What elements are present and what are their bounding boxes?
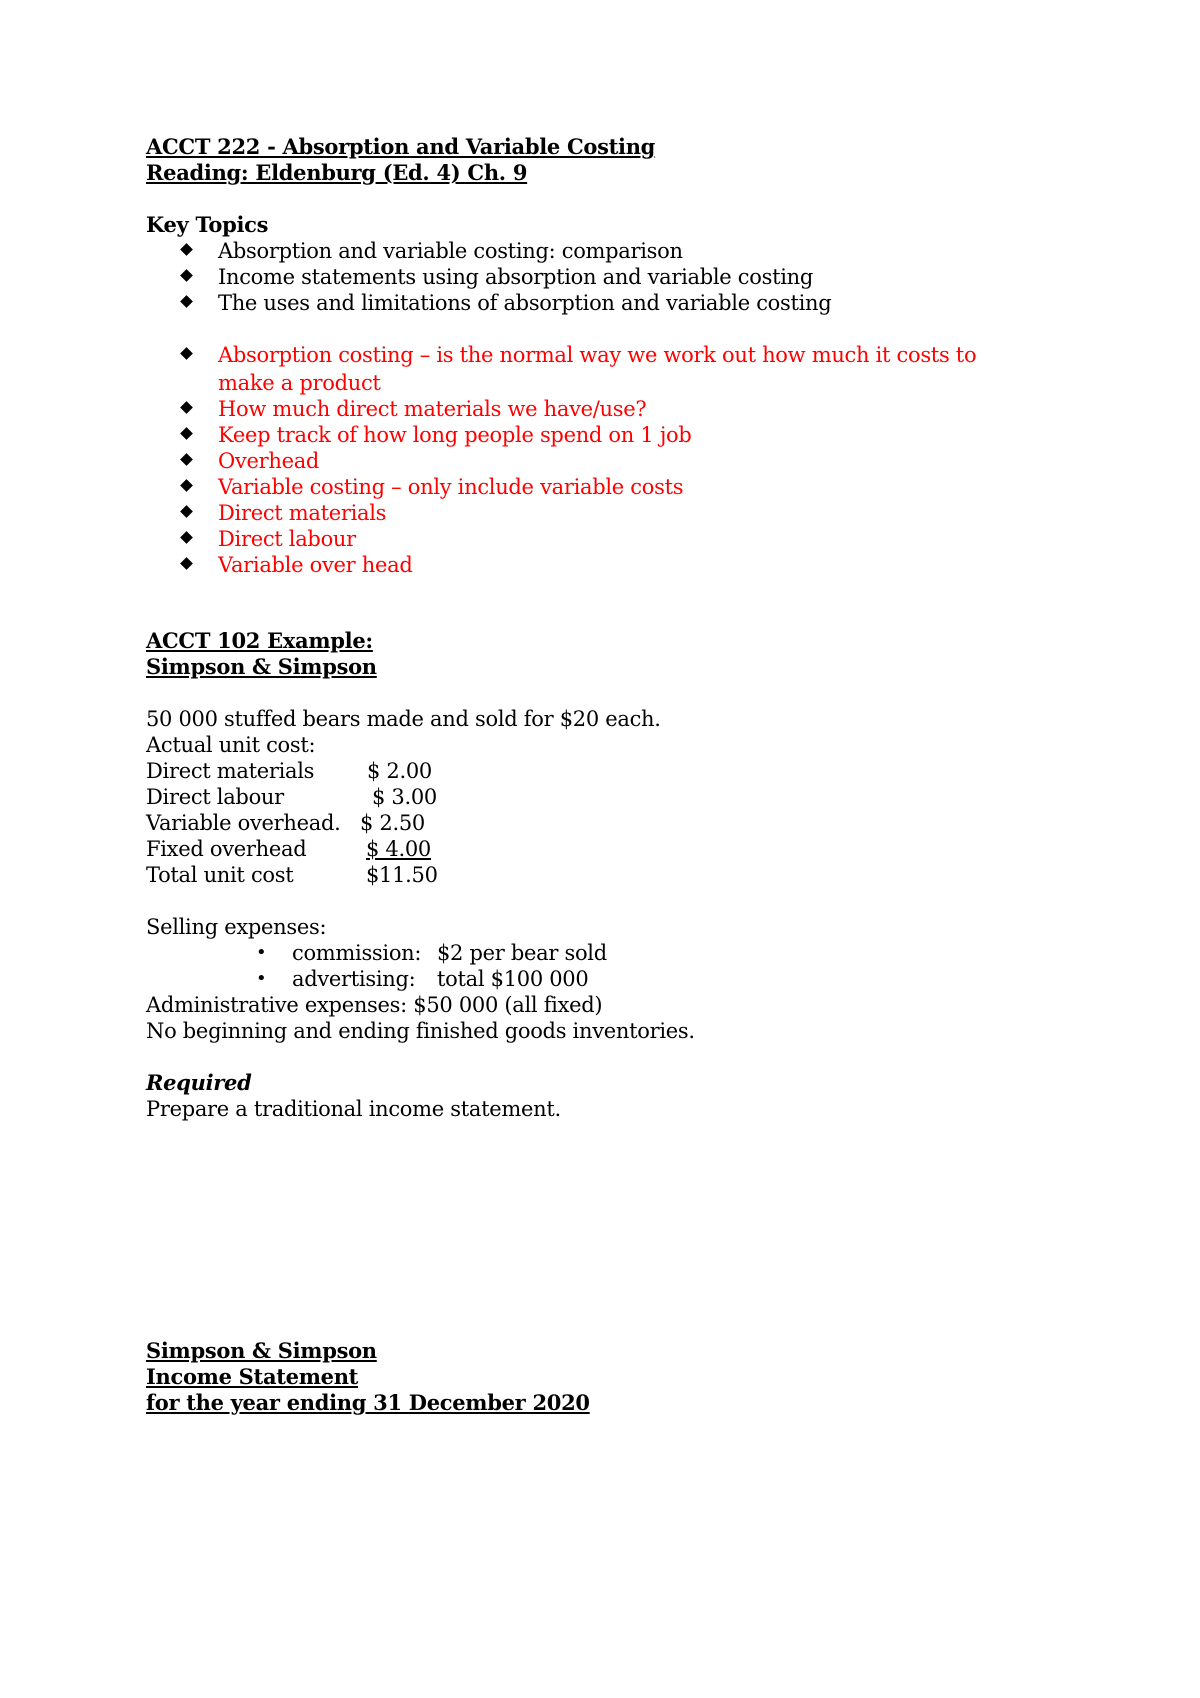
diamond-bullet-icon bbox=[180, 401, 193, 414]
document-page bbox=[146, 0, 1106, 1698]
unit-cost-row: Direct labour $ 3.00 bbox=[146, 785, 437, 809]
diamond-bullet-icon bbox=[180, 427, 193, 440]
diamond-bullet-icon bbox=[180, 295, 193, 308]
required-heading: Required bbox=[146, 1070, 252, 1095]
admin-expenses: Administrative expenses: $50 000 (all fixed) bbox=[146, 993, 603, 1017]
statement-title: Income Statement bbox=[146, 1364, 359, 1389]
unit-cost-heading: Actual unit cost: bbox=[146, 733, 316, 757]
unit-cost-row: Variable overhead. $ 2.50 bbox=[146, 811, 425, 835]
topic-item: The uses and limitations of absorption and variable costing bbox=[182, 289, 1082, 317]
example-company: Simpson & Simpson bbox=[146, 654, 377, 679]
selling-expense-item: • commission: $2 per bear sold bbox=[256, 941, 607, 965]
selling-expense-item: • advertising: total $100 000 bbox=[256, 967, 589, 991]
required-text: Prepare a traditional income statement. bbox=[146, 1097, 561, 1121]
diamond-bullet-icon bbox=[180, 347, 193, 360]
document-title: ACCT 222 - Absorption and Variable Costing bbox=[146, 134, 656, 159]
statement-company: Simpson & Simpson bbox=[146, 1338, 377, 1363]
statement-period: for the year ending 31 December 2020 bbox=[146, 1390, 590, 1415]
diamond-bullet-icon bbox=[180, 505, 193, 518]
note-item: How much direct materials we have/use? bbox=[182, 395, 1082, 423]
note-item: Keep track of how long people spend on 1 job bbox=[182, 421, 1082, 449]
example-intro: 50 000 stuffed bears made and sold for $20 each. bbox=[146, 707, 661, 731]
diamond-bullet-icon bbox=[180, 479, 193, 492]
note-item: Absorption costing – is the normal way we work out how much it costs to make a product bbox=[182, 341, 1082, 397]
selling-expenses-heading: Selling expenses: bbox=[146, 915, 327, 939]
inventory-note: No beginning and ending finished goods inventories. bbox=[146, 1019, 695, 1043]
diamond-bullet-icon bbox=[180, 243, 193, 256]
bullet-icon: • bbox=[256, 968, 267, 989]
reading-reference: Reading: Eldenburg (Ed. 4) Ch. 9 bbox=[146, 160, 528, 185]
topic-item: Absorption and variable costing: comparison bbox=[182, 237, 1082, 265]
diamond-bullet-icon bbox=[180, 453, 193, 466]
note-item: Variable over head bbox=[182, 551, 1082, 579]
key-topics-heading: Key Topics bbox=[146, 212, 269, 237]
unit-cost-row: Direct materials $ 2.00 bbox=[146, 759, 432, 783]
unit-cost-row: Fixed overhead $ 4.00 bbox=[146, 837, 431, 861]
bullet-icon: • bbox=[256, 942, 267, 963]
note-item: Variable costing – only include variable costs bbox=[182, 473, 1082, 501]
diamond-bullet-icon bbox=[180, 269, 193, 282]
unit-cost-row: Total unit cost $11.50 bbox=[146, 863, 438, 887]
note-item: Overhead bbox=[182, 447, 1082, 475]
topic-item: Income statements using absorption and variable costing bbox=[182, 263, 1082, 291]
note-item: Direct materials bbox=[182, 499, 1082, 527]
note-item: Direct labour bbox=[182, 525, 1082, 553]
diamond-bullet-icon bbox=[180, 557, 193, 570]
example-heading: ACCT 102 Example: bbox=[146, 628, 373, 653]
diamond-bullet-icon bbox=[180, 531, 193, 544]
